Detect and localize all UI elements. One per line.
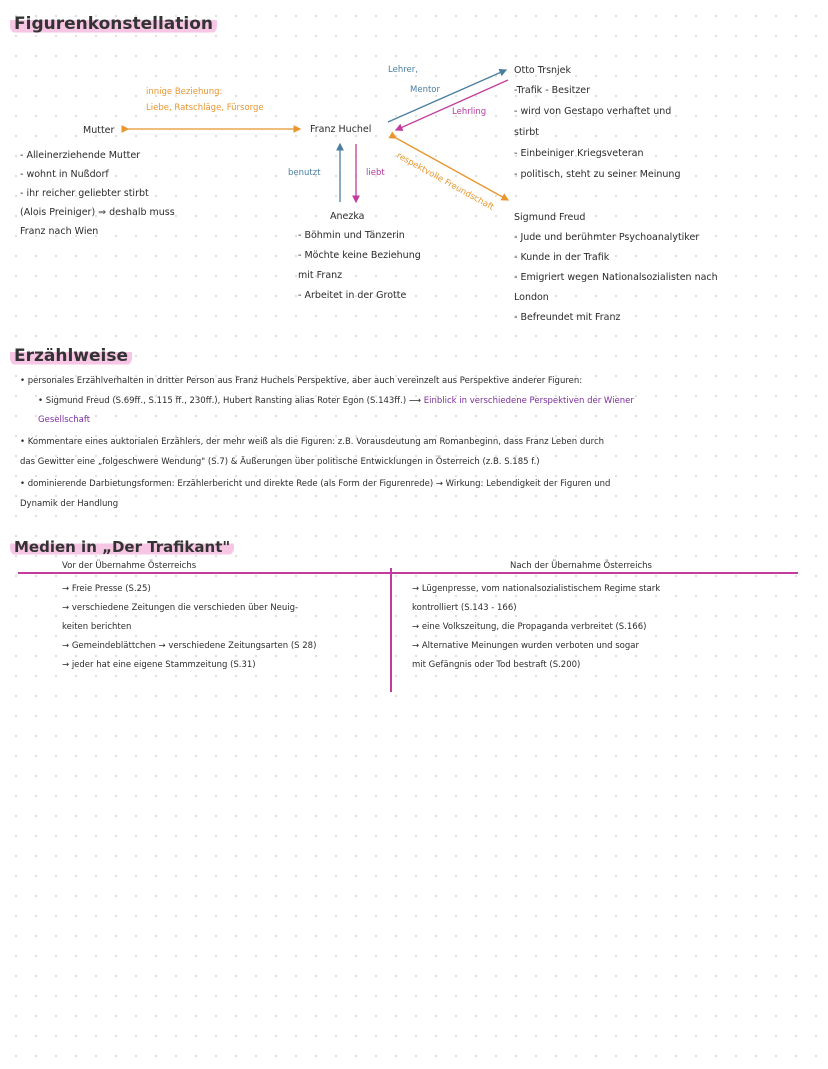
list-item: → Alternative Meinungen wurden verboten und sogar bbox=[412, 641, 639, 651]
list-item: → jeder hat eine eigene Stammzeitung (S.31) bbox=[62, 660, 256, 670]
list-item: mit Gefängnis oder Tod bestraft (S.200) bbox=[412, 660, 581, 670]
franz-name: Franz Huchel bbox=[310, 124, 372, 135]
freud-block bbox=[514, 208, 718, 328]
list-item: → eine Volkszeitung, die Propaganda verbreitet (S.166) bbox=[412, 622, 647, 632]
erzaehlweise-point-3-cont: Dynamik der Handlung bbox=[20, 499, 119, 509]
list-item: → Freie Presse (S.25) bbox=[62, 584, 151, 594]
medien-table-rule bbox=[18, 572, 798, 574]
erzaehlweise-insight-cont: Gesellschaft bbox=[38, 415, 91, 425]
otto-block bbox=[514, 64, 680, 185]
erzaehlweise-point-1: • personales Erzählverhalten in dritter Person aus Franz Huchels Perspektive, aber auch vereinzelt aus Perspektive anderer Figuren: bbox=[20, 376, 583, 386]
freud-name: Sigmund Freud bbox=[514, 212, 586, 223]
erzaehlweise-point-3: • dominierende Darbietungsformen: Erzählerbericht und direkte Rede (als Form der Figurenrede) → Wirkung: Lebendigkeit der Figuren und bbox=[20, 479, 611, 489]
list-item: → verschiedene Zeitungen die verschieden über Neuig- bbox=[62, 603, 299, 613]
label-lehrling: Lehrling bbox=[452, 107, 487, 117]
label-liebt: liebt bbox=[366, 168, 385, 178]
medien-right-header: Nach der Übernahme Österreichs bbox=[510, 561, 652, 571]
page-title: Figurenkonstellation bbox=[10, 14, 217, 34]
label-innige-beziehung: innige Beziehung: bbox=[146, 87, 223, 97]
otto-detail: - Einbeiniger Kriegsveteran bbox=[514, 148, 644, 159]
list-item: → Gemeindeblättchen → verschiedene Zeitungsarten (S 28) bbox=[62, 641, 317, 651]
otto-detail: - politisch, steht zu seiner Meinung bbox=[514, 169, 681, 180]
arrow-franz-otto-mentor bbox=[388, 70, 506, 122]
erzaehlweise-point-2: • Kommentare eines auktorialen Erzählers, der mehr weiß als die Figuren: z.B. Vorausdeutung am Romanbeginn, dass Franz Leben durch bbox=[20, 437, 605, 447]
mutter-detail: - Alleinerziehende Mutter bbox=[20, 150, 141, 161]
mutter-detail: - wohnt in Nußdorf bbox=[20, 169, 109, 180]
label-respektvolle-freundschaft: respektvolle Freundschaft bbox=[394, 150, 496, 213]
anezka-detail: - Arbeitet in der Grotte bbox=[298, 290, 407, 301]
anezka-name: Anezka bbox=[330, 211, 365, 222]
erzaehlweise-insight: Einblick in verschiedene Perspektiven der Wiener bbox=[421, 396, 634, 406]
freud-detail: - Jude und berühmter Psychoanalytiker bbox=[514, 232, 700, 243]
anezka-detail: mit Franz bbox=[298, 270, 343, 281]
freud-detail: - Emigriert wegen Nationalsozialisten nach bbox=[514, 272, 718, 283]
mutter-detail: (Alois Preiniger) ⇒ deshalb muss bbox=[20, 207, 175, 218]
label-lehrer: Lehrer, bbox=[388, 65, 418, 75]
freud-detail: London bbox=[514, 292, 549, 303]
label-liebe-ratschlaege: Liebe, Ratschläge, Fürsorge bbox=[146, 103, 264, 113]
mutter-detail: - ihr reicher geliebter stirbt bbox=[20, 188, 149, 199]
freud-detail: - Kunde in der Trafik bbox=[514, 252, 610, 263]
erzaehlweise-point-1b bbox=[38, 395, 634, 407]
erzaehlweise-point-2-cont: das Gewitter eine „folgeschwere Wendung" (S.7) & Äußerungen über politische Entwicklungen in Österreich (z.B. S.185 f.) bbox=[20, 457, 540, 467]
medien-left-list bbox=[62, 580, 316, 675]
mutter-detail: Franz nach Wien bbox=[20, 226, 99, 237]
label-benutzt: benutzt bbox=[288, 168, 321, 178]
erzaehlweise-heading: Erzählweise bbox=[10, 346, 132, 366]
medien-heading: Medien in „Der Trafikant" bbox=[10, 538, 234, 556]
mutter-block bbox=[20, 146, 175, 241]
list-item: keiten berichten bbox=[62, 622, 132, 632]
medien-left-header: Vor der Übernahme Österreichs bbox=[62, 561, 197, 571]
anezka-detail: - Möchte keine Beziehung bbox=[298, 250, 421, 261]
otto-detail: -Trafik - Besitzer bbox=[514, 85, 591, 96]
anezka-detail: - Böhmin und Tänzerin bbox=[298, 230, 405, 241]
list-item: → Lügenpresse, vom nationalsozialistischem Regime stark bbox=[412, 584, 661, 594]
list-item: kontrolliert (S.143 - 166) bbox=[412, 603, 517, 613]
label-mentor: Mentor bbox=[410, 85, 440, 95]
otto-name: Otto Trsnjek bbox=[514, 65, 572, 76]
anezka-block bbox=[298, 226, 421, 306]
medien-table-divider bbox=[390, 568, 392, 692]
medien-right-list bbox=[412, 580, 660, 675]
freud-detail: - Befreundet mit Franz bbox=[514, 312, 621, 323]
otto-detail: - wird von Gestapo verhaftet und bbox=[514, 106, 672, 117]
mutter-name: Mutter bbox=[83, 125, 115, 136]
otto-detail: stirbt bbox=[514, 127, 539, 138]
erzaehlweise-examples: • Sigmund Freud (S.69ff., S.115 ff., 230ff.), Hubert Ransting alias Roter Egon (S.143ff.) ⟶ bbox=[38, 396, 422, 406]
